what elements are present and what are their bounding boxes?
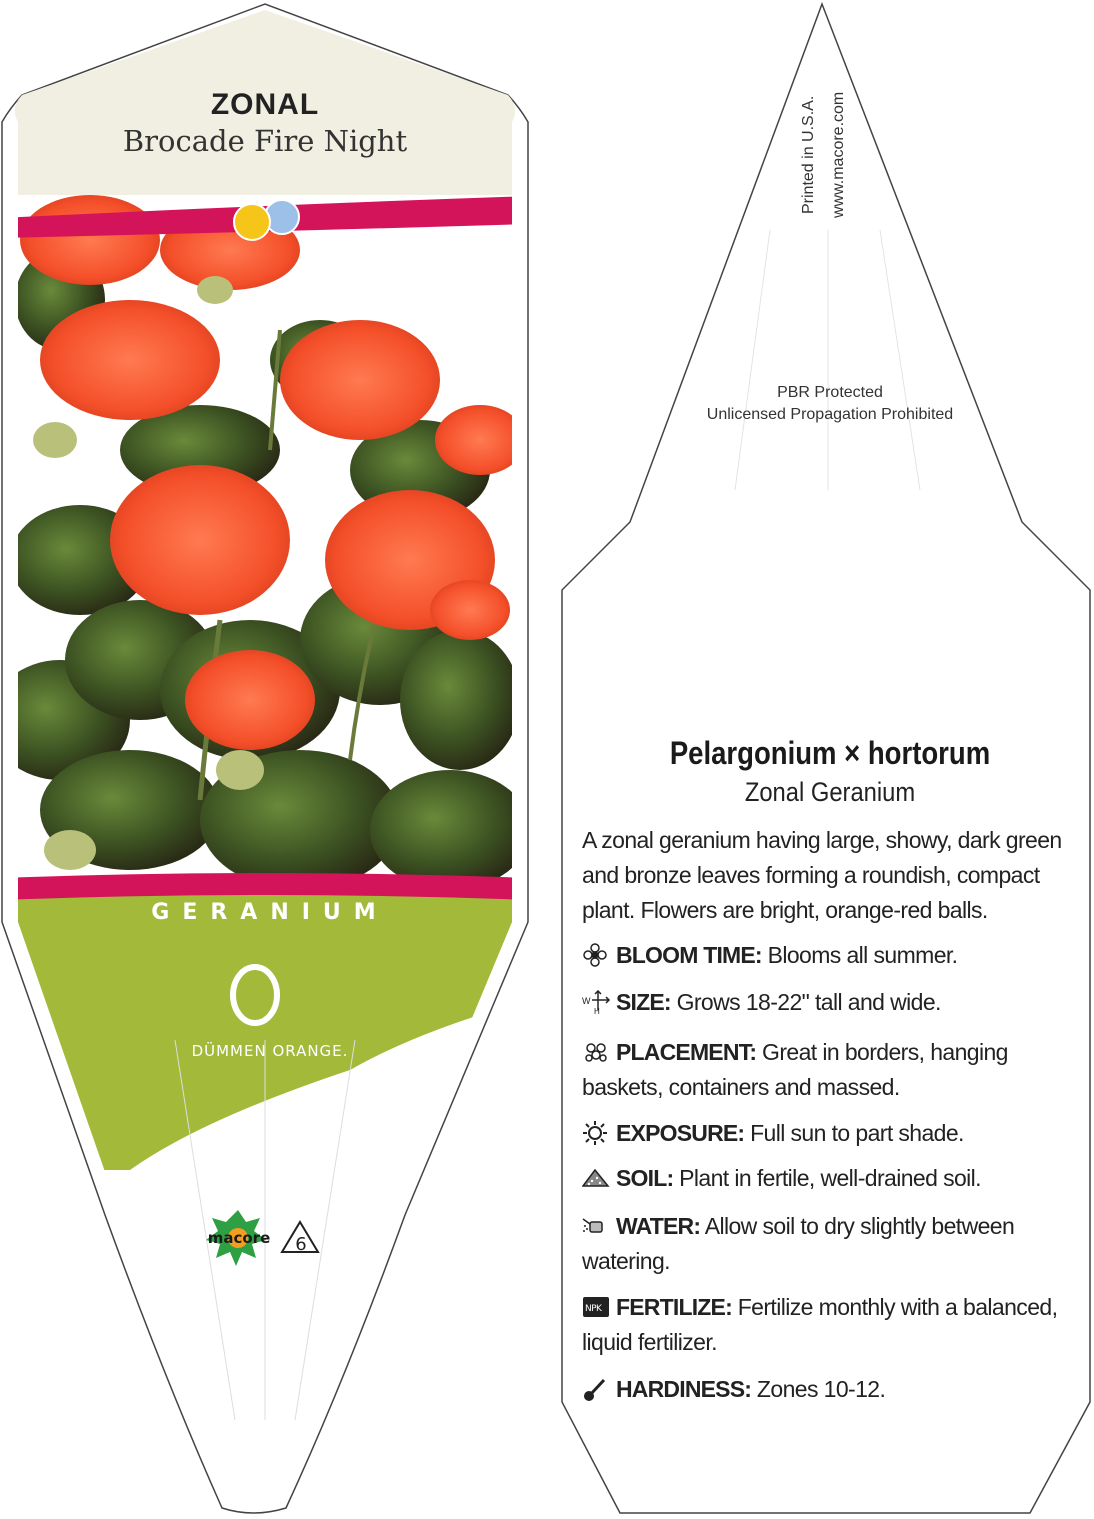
care-label: HARDINESS:: [616, 1376, 752, 1402]
care-water: [582, 1209, 1062, 1279]
common-name: Zonal Geranium: [744, 777, 916, 807]
thermometer-icon: [582, 1377, 616, 1401]
svg-text:H: H: [594, 1007, 600, 1014]
front-tag: [0, 0, 530, 1513]
care-size: [582, 985, 1062, 1020]
brand-name: DÜMMEN ORANGE.: [191, 1042, 349, 1060]
care-text: Zones 10-12.: [756, 1376, 886, 1402]
care-exposure: [582, 1116, 1062, 1151]
care-text: Full sun to part shade.: [750, 1120, 964, 1146]
care-label: EXPOSURE:: [616, 1120, 745, 1146]
care-soil: [582, 1161, 1062, 1196]
care-placement: [582, 1035, 1062, 1105]
care-text: Grows 18-22" tall and wide.: [676, 989, 941, 1015]
watering-can-icon: [582, 1214, 616, 1238]
tag-title: ZONAL: [210, 88, 320, 121]
size-arrows-icon: [582, 990, 616, 1014]
flower-icon: [582, 943, 616, 967]
website-url: www.macore.com: [830, 91, 847, 218]
npk-icon: [582, 1295, 616, 1319]
care-text: Fertilize monthly with a balanced, liquid fertilizer.: [582, 1294, 1058, 1355]
yellow-dot-icon: [234, 204, 270, 240]
scientific-name: Pelargonium × hortorum: [669, 735, 991, 771]
svg-text:W: W: [582, 996, 590, 1006]
care-text: Great in borders, hanging baskets, containers and massed.: [582, 1039, 1008, 1100]
placement-icon: [582, 1040, 616, 1064]
care-text: Blooms all summer.: [767, 942, 958, 968]
variety-name: Brocade Fire Night: [122, 124, 408, 158]
soil-icon: [582, 1166, 616, 1190]
propagation-prohibited: Unlicensed Propagation Prohibited: [706, 406, 954, 423]
care-label: SOIL:: [616, 1165, 674, 1191]
care-text: Plant in fertile, well-drained soil.: [679, 1165, 981, 1191]
plant-type-label: GERANIUM: [151, 900, 389, 925]
printer-logo-text: macore: [207, 1229, 271, 1247]
care-label: WATER:: [616, 1213, 701, 1239]
care-label: FERTILIZE:: [616, 1294, 732, 1320]
care-label: PLACEMENT:: [616, 1039, 757, 1065]
printed-in-usa: Printed in U.S.A.: [800, 95, 817, 214]
sun-icon: [582, 1121, 616, 1145]
care-label: SIZE:: [616, 989, 671, 1015]
svg-text:NPK: NPK: [585, 1304, 602, 1314]
care-fertilize: [582, 1290, 1062, 1360]
care-hardiness: [582, 1372, 1062, 1407]
care-bloom-time: [582, 938, 1062, 973]
recycle-code: 6: [295, 1234, 307, 1255]
pbr-protected: PBR Protected: [777, 384, 883, 401]
care-text: Allow soil to dry slightly between watering.: [582, 1213, 1015, 1274]
plant-description: A zonal geranium having large, showy, dark green and bronze leaves forming a roundish, compact plant. Flowers are bright, orange-red balls.: [582, 827, 1062, 923]
care-label: BLOOM TIME:: [616, 942, 762, 968]
